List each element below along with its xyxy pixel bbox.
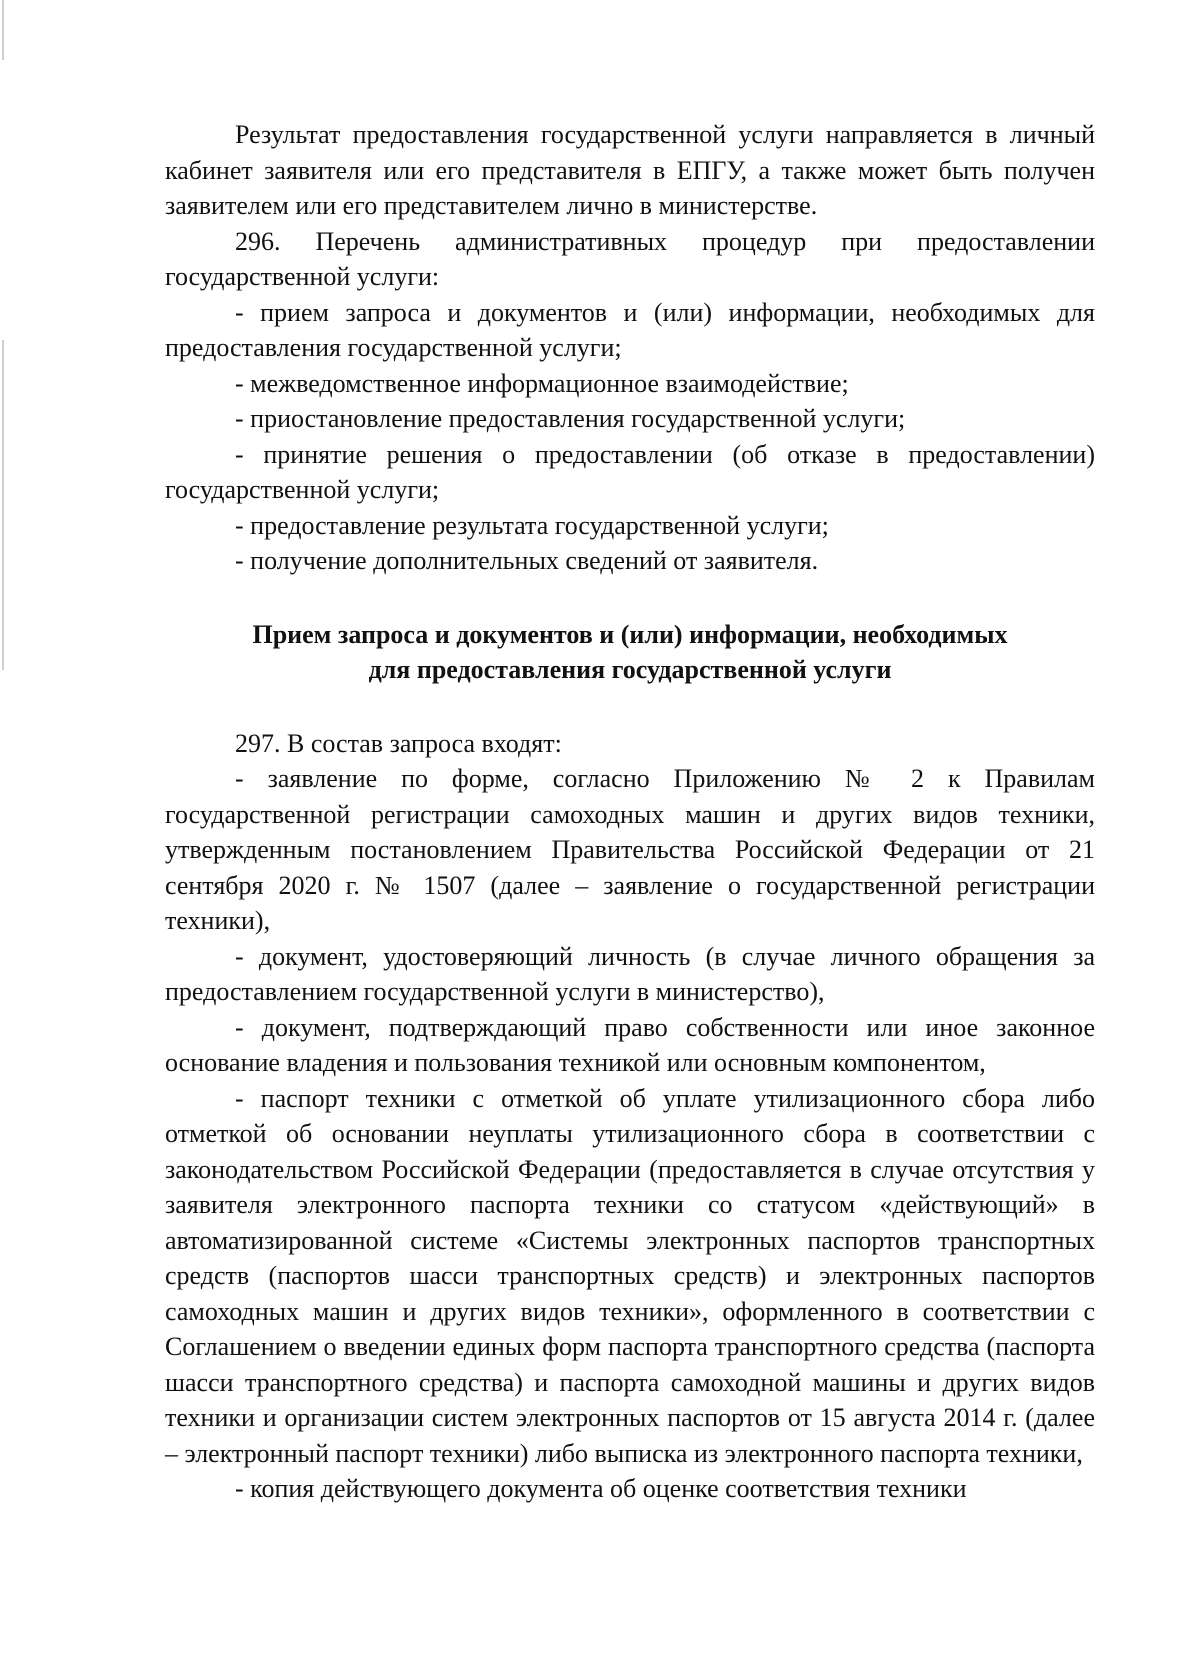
list-item: - копия действующего документа об оценке соответствия техники <box>235 1474 967 1503</box>
paragraph-296: 296. Перечень административных процедур при предоставлении государственной услуги: <box>165 226 1095 291</box>
list-item: - приостановление предоставления государственной услуги; <box>235 404 906 433</box>
section-heading-line: Прием запроса и документов и (или) информации, необходимых <box>252 619 1008 649</box>
scan-edge-mark <box>2 0 4 60</box>
paragraph-result: Результат предоставления государственной услуги направляется в личный кабинет заявителя или его представителя в ЕПГУ, а также может быть получен заявителем или его представителем лично в министерстве. <box>165 120 1095 220</box>
list-item: - прием запроса и документов и (или) информации, необходимых для предоставления государственной услуги; <box>165 297 1095 362</box>
section-heading <box>165 617 1095 688</box>
list-item: - получение дополнительных сведений от заявителя. <box>235 546 819 575</box>
section-heading-line: для предоставления государственной услуги <box>368 655 892 684</box>
paragraph-297: 297. В состав запроса входят: <box>235 728 562 758</box>
list-item: - документ, подтверждающий право собственности или иное законное основание владения и пользования техникой или основным компонентом, <box>165 1012 1095 1077</box>
list-item: - принятие решения о предоставлении (об отказе в предоставлении) государственной услуги; <box>165 439 1095 504</box>
document-body <box>165 117 1095 1507</box>
list-item: - заявление по форме, согласно Приложению № 2 к Правилам государственной регистрации самоходных машин и других видов техники, утвержденным постановлением Правительства Российской Федерации от 21 сентября 2020 г. № 1507 (далее – заявление о государственной регистрации техники), <box>165 764 1095 935</box>
list-item: - межведомственное информационное взаимодействие; <box>235 368 849 398</box>
scan-edge-mark <box>2 340 4 670</box>
list-item: - предоставление результата государственной услуги; <box>235 510 829 540</box>
list-item: - документ, удостоверяющий личность (в случае личного обращения за предоставлением государственной услуги в министерство), <box>165 941 1095 1006</box>
list-item: - паспорт техники с отметкой об уплате утилизационного сбора либо отметкой об основании неуплаты утилизационного сбора в соответствии с законодательством Российской Федерации (предоставляется в случае отсутствия у заявителя электронного паспорта техники со статусом «действующий» в автоматизированной системе «Системы электронных паспортов транспортных средств (паспортов шасси транспортных средств) и электронных паспортов самоходных машин и других видов техники», оформленного в соответствии с Соглашением о введении единых форм паспорта транспортного средства (паспорта шасси транспортного средства) и паспорта самоходной машины и других видов техники и организации систем электронных паспортов от 15 августа 2014 г. (далее – электронный паспорт техники) либо выписка из электронного паспорта техники, <box>165 1083 1095 1468</box>
